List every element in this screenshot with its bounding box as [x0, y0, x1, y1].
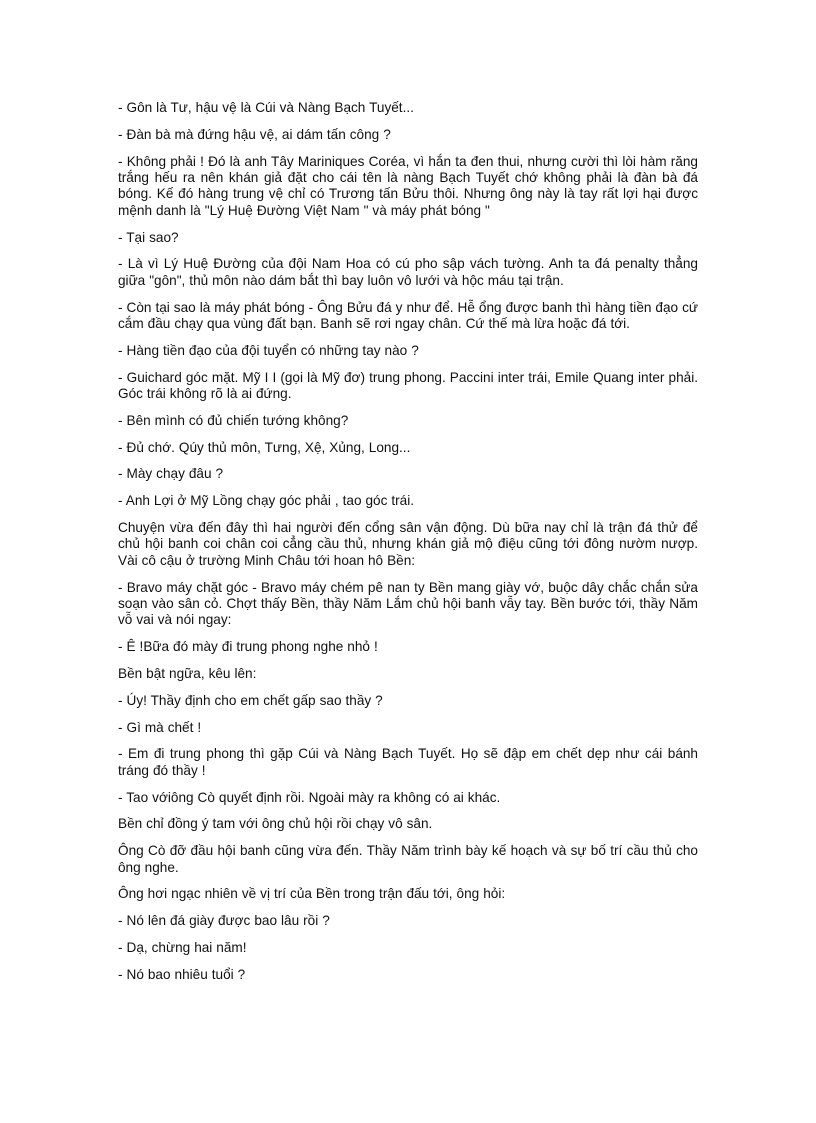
paragraph: - Bên mình có đủ chiến tướng không? — [118, 412, 349, 428]
paragraph: - Em đi trung phong thì gặp Cúi và Nàng Bạch Tuyết. Họ sẽ đập em chết dẹp như cái bánh tráng đó thầy ! — [118, 746, 698, 778]
paragraph: - Đủ chớ. Qúy thủ môn, Tưng, Xệ, Xủng, Long... — [118, 439, 411, 455]
paragraph: - Dạ, chừng hai năm! — [118, 940, 247, 955]
paragraph: - Là vì Lý Huệ Đường của đội Nam Hoa có cú pho sập vách tường. Anh ta đá penalty thẳng giữa "gôn", thủ môn nào dám bắt thì bay luôn vô lưới và hộc máu tại trận. — [118, 256, 698, 288]
paragraph: - Còn tại sao là máy phát bóng - Ông Bửu đá y như để. Hễ ổng được banh thì hàng tiền đạo cứ cắm đầu chạy qua vùng đất bạn. Banh sẽ rơi ngay chân. Cứ thế mà lừa hoặc đá tới. — [118, 299, 698, 332]
paragraph: - Không phải ! Đó là anh Tây Mariniques Coréa, vì hắn ta đen thui, nhưng cười thì lòi hàm răng trắng hếu ra nên khán giả đặt cho cái tên là nàng Bạch Tuyết chớ không phải là đàn bà đá bóng. Kế đó hàng trung vệ chỉ có Trương tấn Bửu thôi. Nhưng ông này là tay rất lợi hại được mệnh danh là "Lý Huệ Đường Việt Nam " và máy phát bóng " — [118, 153, 698, 218]
paragraph: - Gì mà chết ! — [118, 719, 202, 735]
paragraph: - Hàng tiền đạo của đội tuyển có những tay nào ? — [118, 342, 419, 358]
document-page — [118, 100, 698, 994]
paragraph: Bền bật ngữa, kêu lên: — [118, 666, 257, 682]
paragraph: - Bravo máy chặt góc - Bravo máy chém pê nan ty Bền mang giày vớ, buộc dây chắc chắn sửa soạn vào sân cỏ. Chợt thấy Bền, thầy Năm Lắm chủ hội banh vẫy tay. Bền bước tới, thầy Năm vỗ vai và nói ngay: — [118, 579, 698, 628]
paragraph: Bền chỉ đồng ý tam với ông chủ hội rồi chạy vô sân. — [118, 816, 433, 832]
paragraph: - Nó bao nhiêu tuổi ? — [118, 966, 246, 982]
paragraph: - Nó lên đá giày được bao lâu rồi ? — [118, 913, 330, 929]
paragraph: Ông hơi ngạc nhiên về vị trí của Bền trong trận đấu tới, ông hỏi: — [118, 886, 506, 902]
paragraph: - Mày chạy đâu ? — [118, 466, 224, 482]
paragraph: - Úy! Thầy định cho em chết gấp sao thầy ? — [118, 692, 383, 708]
paragraph: - Đàn bà mà đứng hậu vệ, ai dám tấn công ? — [118, 126, 391, 142]
paragraph: - Tao vớiông Cò quyết định rồi. Ngoài mày ra không có ai khác. — [118, 789, 501, 805]
paragraph: - Guichard góc mặt. Mỹ I I (gọi là Mỹ đơ) trung phong. Paccini inter trái, Emile Quang inter phải. Góc trái không rõ là ai đứng. — [118, 369, 698, 402]
paragraph: - Ê !Bữa đó mày đi trung phong nghe nhỏ ! — [118, 639, 378, 655]
paragraph: - Tại sao? — [118, 229, 179, 245]
paragraph: - Gôn là Tư, hậu vệ là Cúi và Nàng Bạch Tuyết... — [118, 100, 414, 115]
paragraph: Chuyện vừa đến đây thì hai người đến cổng sân vận động. Dù bữa nay chỉ là trận đá thử để chủ hội banh coi chân coi cẳng cầu thủ, nhưng khán giả mộ điệu cũng tới đông nườm nượp. Vài cô cậu ở trường Minh Châu tới hoan hô Bền: — [118, 520, 698, 568]
paragraph: Ông Cò đỡ đầu hội banh cũng vừa đến. Thầy Năm trình bày kế hoạch và sự bố trí cầu thủ cho ông nghe. — [118, 843, 698, 875]
paragraph: - Anh Lợi ở Mỹ Lồng chạy góc phải , tao góc trái. — [118, 493, 415, 509]
